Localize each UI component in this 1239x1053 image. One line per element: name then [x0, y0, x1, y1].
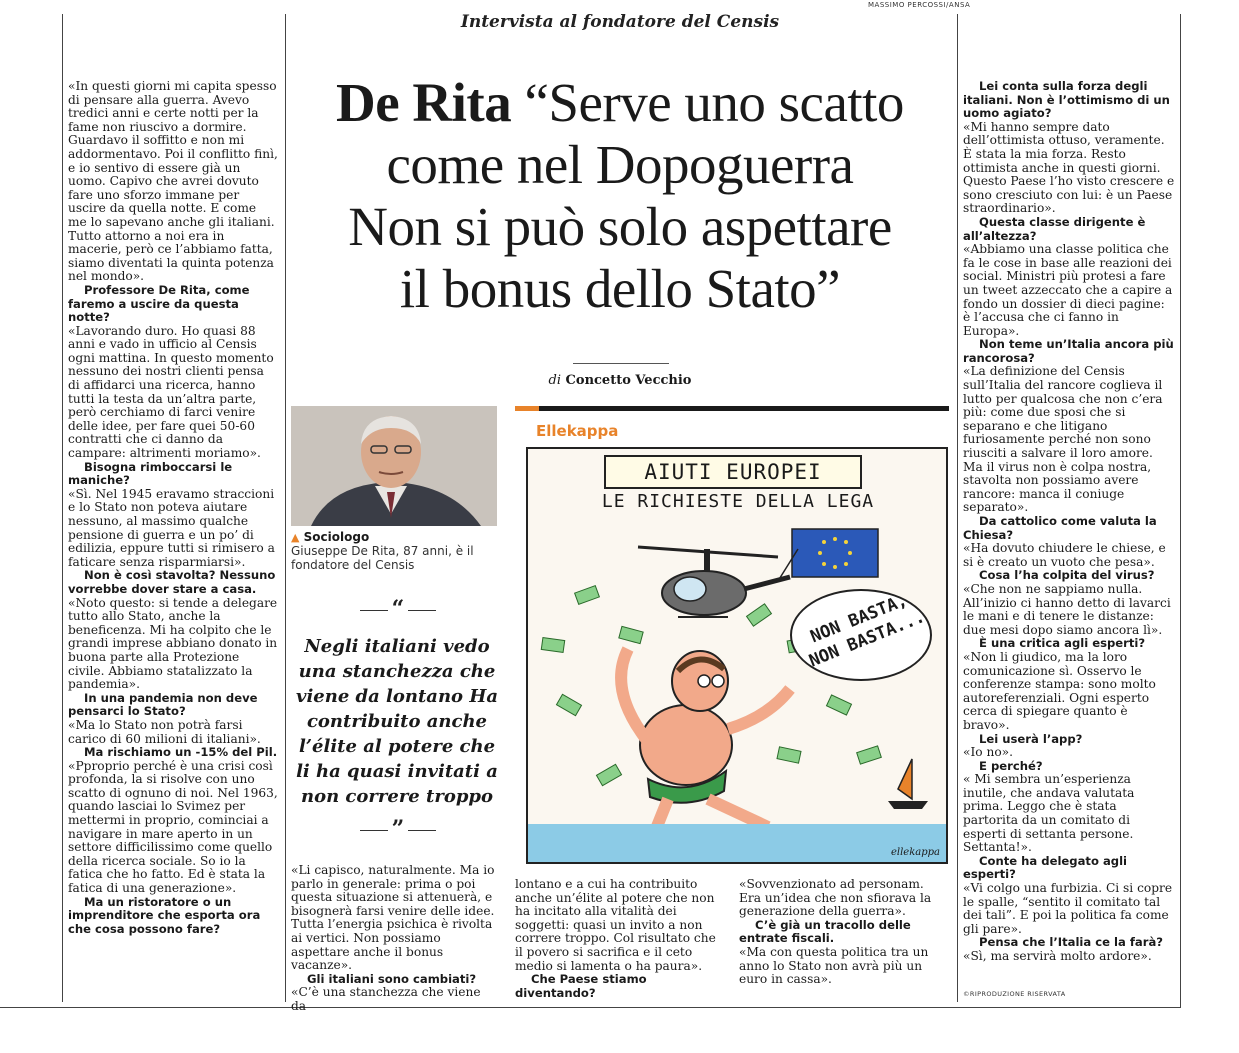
- interview-answer: «Sovvenzionato ad personam. Era un’idea che non sfiorava la generazione della guerra».: [739, 877, 932, 919]
- caption-label-row: [291, 530, 497, 544]
- interview-answer: «Non li giudico, ma la loro comunicazione sì. Osservo le conferenze stampa: sono molto autoreferenziali. Ogni esperto cerca di spiegare quanto è bravo».: [963, 649, 1156, 732]
- interview-question: C’è già un tracollo delle entrate fiscali.: [739, 917, 911, 946]
- column-4: [739, 878, 949, 987]
- interview-answer: «Lavorando duro. Ho quasi 88 anni e vado in ufficio al Censis ogni mattina. In questo momento nessuno dei nostri clienti pensa di affidarci una ricerca, hanno tutti la testa da un’altra parte, però cerchiamo di farci venire delle idee, per fare quei 50-60 contratti che ci danno da campare: altrimenti moriamo».: [68, 323, 274, 461]
- interview-answer: « Mi sembra un’esperienza inutile, che andava valutata prima. Leggo che è stata partorita da un comitato di esperti di settanta persone. Settanta!».: [963, 772, 1135, 855]
- interview-question: Questa classe dirigente è all’altezza?: [963, 214, 1146, 243]
- portrait-photo: [291, 406, 497, 526]
- rule-col5: [957, 14, 958, 1002]
- headline-line-1: [292, 72, 948, 134]
- interview-answer: «Li capisco, naturalmente. Ma io parlo in generale: prima o poi questa situazione si attenuerà, e bisognerà farsi venire delle idee. Tutta l’energia psichica è rivolta ai vertici. Non possiamo aspettare anche il bonus vacanze».: [291, 863, 495, 973]
- interview-question: Cosa l’ha colpita del virus?: [979, 568, 1155, 583]
- caption-text: Giuseppe De Rita, 87 anni, è il fondatore del Censis: [291, 544, 474, 572]
- pullquote-close: [352, 816, 444, 842]
- interview-answer: «Ma con questa politica tra un anno lo Stato non avrà più un euro in cassa».: [739, 944, 929, 987]
- copyright-notice: ©RIPRODUZIONE RISERVATA: [963, 990, 1066, 998]
- interview-question: Non è così stavolta? Nessuno vorrebbe dover stare a casa.: [68, 568, 276, 596]
- interview-answer: «Mi hanno sempre dato dell’ottimista ottuso, veramente. È stata la mia forza. Resto ottimista anche in questi giorni. Questo Paese l’ho visto crescere e sono cresciuto con lui: è un Paese straordinario».: [963, 119, 1175, 216]
- interview-answer: «Che non ne sappiamo nulla. All’inizio ci hanno detto di lavarci le mani e di tenere le distanze: due mesi dopo siamo ancora lì».: [963, 581, 1171, 637]
- interview-question: Conte ha delegato agli esperti?: [963, 853, 1128, 882]
- interview-question: Lei conta sulla forza degli italiani. Non è l’ottimismo di un uomo agiato?: [963, 79, 1170, 121]
- speech-bubble-text: NON BASTA, NON BASTA...: [806, 590, 928, 672]
- headline: [292, 72, 948, 320]
- interview-answer: «Sì, ma servirà molto ardore».: [963, 949, 1152, 963]
- interview-answer: «Abbiamo una classe politica che fa le cose in base alle reazioni dei social. Ministri più protesi a fare un tweet azzeccato che a capire a fondo un dossier di dieci pagine: è l’accusa che ci fanno in Europa».: [963, 242, 1173, 338]
- interview-answer: «La definizione del Censis sull’Italia del rancore coglieva il lutto per qualcosa che non c’era più: come due sposi che si separano e che litigano furiosamente perché non sono riusciti a salvare il loro amore. Ma il virus non è colpa nostra, stavolta non possiamo avere rancore: manca il coniuge separato».: [963, 364, 1163, 515]
- interview-question: Ma rischiamo un -15% del Pil.: [84, 745, 278, 760]
- interview-question: Professore De Rita, come faremo a uscire da questa notte?: [68, 282, 250, 325]
- headline-line-4: il bonus dello Stato”: [399, 258, 841, 319]
- byline-author: Concetto Vecchio: [565, 373, 692, 388]
- interview-question: Gli italiani sono cambiati?: [307, 971, 477, 986]
- cartoon-subtitle: LE RICHIESTE DELLA LEGA: [601, 491, 875, 512]
- caption-label: Sociologo: [303, 530, 370, 544]
- byline: [290, 373, 950, 388]
- portrait-illustration: [291, 406, 497, 526]
- interview-answer: «Ma lo Stato non potrà farsi carico di 60 milioni di italiani».: [68, 717, 261, 746]
- open-quote-icon: “: [391, 596, 405, 622]
- interview-answer: «Ha dovuto chiudere le chiese, e si è creato un vuoto che pesa».: [963, 541, 1166, 569]
- interview-question: E perché?: [979, 758, 1043, 773]
- interview-question: Lei userà l’app?: [979, 731, 1083, 746]
- interview-answer: «Io no».: [963, 745, 1013, 760]
- close-quote-icon: ”: [391, 816, 405, 842]
- interview-answer: lontano e a cui ha contribuito anche un’élite al potere che non ha incitato alla vitalità dei soggetti: quasi un invito a non correre troppo. Col risultato che il povero si sacrifica e il ceto medio si lamenta o ha paura».: [515, 877, 716, 973]
- headline-name: De Rita: [336, 72, 512, 133]
- rule-right: [1180, 14, 1181, 1008]
- interview-question: In una pandemia non deve pensarci lo Stato?: [68, 690, 258, 719]
- column-2: [291, 864, 499, 1014]
- column-5: [963, 80, 1175, 964]
- interview-answer: «C’è una stanchezza che viene da: [291, 985, 481, 1013]
- interview-question: Bisogna rimboccarsi le maniche?: [68, 459, 233, 488]
- column-1: [68, 80, 278, 936]
- interview-answer: «Pproprio perché è una crisi così profonda, la si risolve con uno scatto di ognuno di noi. Nel 1963, quando lasciai lo Svimez per mettermi in proprio, cominciai a navigare in mare aperto in un settore difficilissimo come quello della ricerca sociale. So io la fatica che ho fatto. Ed è stata la fatica di una generazione».: [68, 758, 278, 896]
- interview-question: Ma un ristoratore o un imprenditore che esporta ora che cosa possono fare?: [68, 894, 261, 936]
- pullquote-open: [352, 596, 444, 622]
- cartoon-title: AIUTI EUROPEI: [604, 455, 862, 489]
- cartoon-panel: [526, 447, 948, 864]
- headline-line-2: come nel Dopoguerra: [386, 134, 854, 195]
- headline-line-3: Non si può solo aspettare: [348, 196, 892, 257]
- headline-line-1-rest: “Serve uno scatto: [511, 72, 904, 133]
- photo-credit: MASSIMO PERCOSSI/ANSA: [868, 1, 971, 9]
- interview-question: Che Paese stiamo diventando?: [515, 972, 647, 1000]
- interview-answer: «Noto questo: si tende a delegare tutto allo Stato, anche la beneficenza. Mi ha colpito che le grandi imprese abbiano donato in buona parte alla Protezione civile. Abbiamo statalizzato la pandemia».: [68, 595, 278, 692]
- interview-answer: «In questi giorni mi capita spesso di pensare alla guerra. Avevo tredici anni e certe notti per la fame non riuscivo a dormire. Guardavo il soffitto e non mi addormentavo. Poi il conflitto finì, e io sentivo di essere già un uomo. Capivo che avrei dovuto fare uno sforzo immane per uscire da quella notte. E come me lo sapevano anche gli italiani. Tutto attorno a noi era in macerie, però ce l’abbiamo fatta, siamo diventati la quinta potenza nel mondo».: [68, 79, 278, 284]
- byline-rule: [573, 363, 669, 364]
- pullquote: Negli italiani vedo una stanchezza che viene da lontano Ha contribuito anche l’élite al potere che li ha quasi invitati a non correre troppo: [295, 636, 498, 807]
- interview-question: Da cattolico come valuta la Chiesa?: [963, 514, 1157, 542]
- byline-prefix: di: [548, 373, 562, 388]
- cartoon-label: Ellekappa: [536, 422, 619, 440]
- interview-question: È una critica agli esperti?: [979, 636, 1146, 651]
- interview-question: Non teme un’Italia ancora più rancorosa?: [963, 337, 1174, 365]
- cartoon-signature: ellekappa: [890, 847, 940, 858]
- interview-answer: «Vi colgo una furbizia. Ci si copre le spalle, “sentito il comitato tal dei tali”. E poi la politica fa come gli pare».: [963, 881, 1173, 936]
- rule-left: [62, 14, 63, 1002]
- rule-col1: [285, 14, 286, 1002]
- article-kicker: Intervista al fondatore del Censis: [460, 12, 780, 32]
- photo-caption: [291, 530, 497, 572]
- interview-answer: «Sì. Nel 1945 eravamo straccioni e lo Stato non poteva aiutare nessuno, al massimo qualche pensione di guerra e un po’ di edilizia, eppure tutti si rimisero a faticare senza risparmiarsi».: [68, 486, 275, 569]
- triangle-icon: ▲: [291, 531, 300, 544]
- cartoon-top-bar: [515, 406, 949, 411]
- column-3: [515, 878, 727, 1000]
- interview-question: Pensa che l’Italia ce la farà?: [979, 935, 1164, 950]
- rule-bottom: [0, 1007, 1181, 1008]
